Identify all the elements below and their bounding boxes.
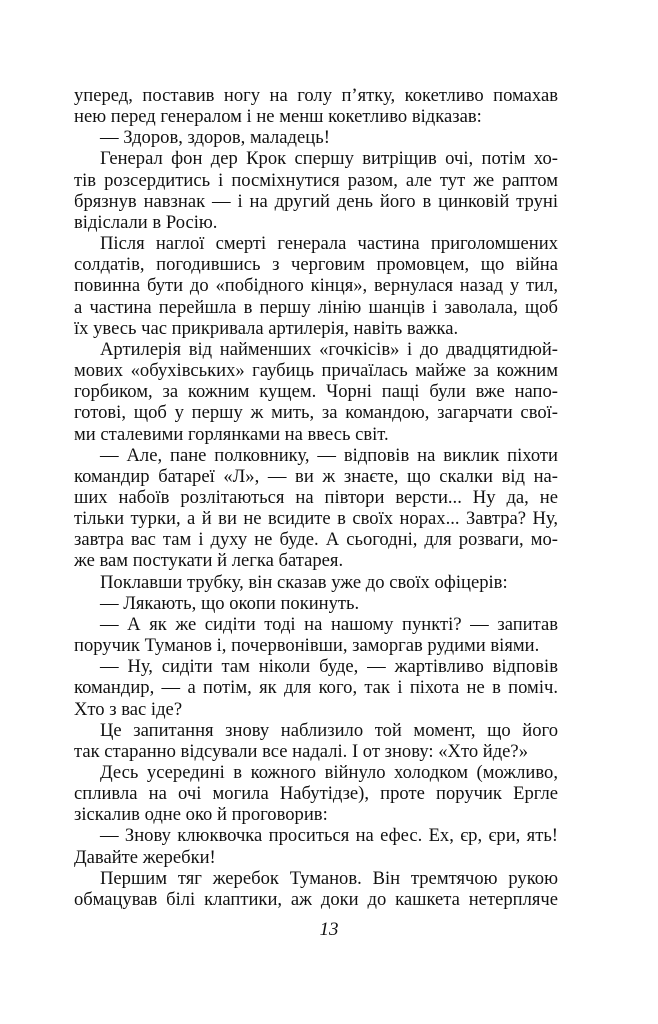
text-line: — Але, пане полковнику, — відповів на виклик піхоти <box>100 444 558 466</box>
text-line: поручик Туманов і, почервонівши, заморгав рудими віями. <box>74 635 540 657</box>
text-line: Це запитання знову наблизило той момент, що його <box>100 719 558 741</box>
text-line: Артилерія від найменших «гочкісів» і до двадцятидюй- <box>100 338 558 360</box>
text-line: Після наглої смерті генерала частина приголомшених <box>100 233 558 255</box>
text-line: Десь усередині в кожного війнуло холодком (можливо, <box>100 762 558 783</box>
text-line: — А як же сидіти тоді на нашому пункті? — запитав <box>100 613 558 635</box>
text-line: Давайте жеребки! <box>74 846 216 868</box>
text-line: командир батареї «Л», — ви ж знаєте, що скалки від на- <box>74 465 558 487</box>
text-line: повинна бути до «побідного кінця», вернулася назад у тил, <box>74 275 558 297</box>
text-line: тів розсердитись і посміхнутися разом, але тут же раптом <box>74 169 558 191</box>
text-line: брязнув навзнак — і на другий день його в цинковій труні <box>74 190 558 212</box>
text-line: ми сталевими горлянками на ввесь світ. <box>74 423 389 445</box>
text-line: обмацував білі клаптики, аж доки до кашкета нетерпляче <box>74 888 558 910</box>
text-line: нею перед генералом і не менш кокетливо відказав: <box>74 106 482 128</box>
text-line: відіслали в Росію. <box>74 211 218 233</box>
text-line: ших набоїв розлітаються на півтори версти... Ну да, не <box>74 486 558 508</box>
text-line: зіскалив одне око й проговорив: <box>74 804 328 826</box>
text-line: командир, — а потім, як для кого, так і піхота не в поміч. <box>74 677 558 699</box>
text-line: уперед, поставив ногу на голу п’ятку, кокетливо помахав <box>74 85 558 106</box>
text-line: мових «обухівських» гаубиць причаїлась майже за кожним <box>74 360 558 382</box>
text-line: спливла на очі могила Набутідзе), проте поручик Ергле <box>74 783 558 805</box>
text-line: — Лякають, що окопи покинуть. <box>100 592 360 614</box>
text-line: Генерал фон дер Крок спершу витріщив очі, потім хо- <box>100 148 558 170</box>
text-line: — Здоров, здоров, маладець! <box>100 127 330 149</box>
text-line: тільки турки, а й ви не всидите в своїх норах... Завтра? Ну, <box>74 508 558 530</box>
text-line: — Ну, сидіти там ніколи буде, — жартівливо відповів <box>100 656 558 678</box>
text-line: Поклавши трубку, він сказав уже до своїх офіцерів: <box>100 571 508 593</box>
text-line: а частина перейшла в першу лінію шанців і заволала, щоб <box>74 296 558 318</box>
body-text <box>74 85 558 910</box>
text-line: Першим тяг жеребок Туманов. Він тремтячою рукою <box>100 867 558 889</box>
text-line: Хто з вас іде? <box>74 698 183 720</box>
text-line: завтра вас там і духу не буде. А сьогодні, для розваги, мо- <box>74 529 558 551</box>
text-line: — Знову клюквочка проситься на ефес. Ех, єр, єри, ять! <box>100 825 558 847</box>
text-line: так старанно відсували все надалі. І от знову: «Хто йде?» <box>74 740 528 762</box>
text-line: готові, щоб у першу ж мить, за командою, загарчати свої- <box>74 402 558 424</box>
page-number: 13 <box>319 919 339 940</box>
text-line: горбиком, за кожним кущем. Чорні пащі були вже напо- <box>74 381 558 403</box>
text-line: же вам постукати й легка батарея. <box>74 550 344 572</box>
text-line: солдатів, погодившись з черговим промовцем, що війна <box>74 254 558 276</box>
text-line: їх увесь час прикривала артилерія, навіть важка. <box>74 317 459 339</box>
